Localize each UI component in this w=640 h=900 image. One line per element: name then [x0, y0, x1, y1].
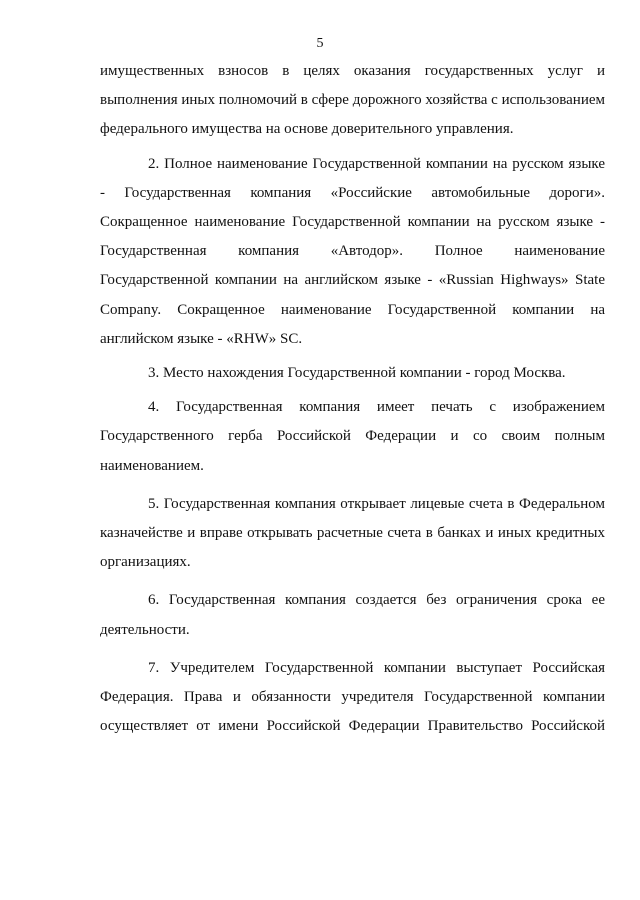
paragraph-continuation: имущественных взносов в целях оказания государственных услуг и выполнения иных полномочий в сфере дорожного хозяйства с использованием федерального имущества на основе доверительного управления.: [100, 63, 606, 138]
paragraph-item-4: 4. Государственная компания имеет печать с изображением Государственного герба Российской Федерации и со своим полным наименованием.: [100, 399, 605, 474]
paragraph-item-2: 2. Полное наименование Государственной компании на русском языке - Государственная компания «Российские автомобильные дороги». Сокращенное наименование Государственной компании на русском языке - Государственная компания «Автодор». Полное наименование Государственной компании на английском языке - «Russian Highways» State Company. Сокращенное наименование Государственной компании на английском языке - «RHW» SC.: [100, 155, 605, 347]
paragraph-item-6: 6. Государственная компания создается без ограничения срока ее деятельности.: [100, 592, 605, 638]
paragraph-item-3: 3. Место нахождения Государственной компании - город Москва.: [148, 365, 566, 382]
paragraph-item-5: 5. Государственная компания открывает лицевые счета в Федеральном казначействе и вправе открывать расчетные счета в банках и иных кредитных организациях.: [100, 495, 605, 571]
page-number: 5: [316, 36, 324, 51]
paragraph-item-7: 7. Учредителем Государственной компании выступает Российская Федерация. Права и обязанности учредителя Государственной компании осуществляет от имени Российской Федерации Правительство Российской: [100, 659, 605, 735]
document-body: [100, 57, 605, 741]
